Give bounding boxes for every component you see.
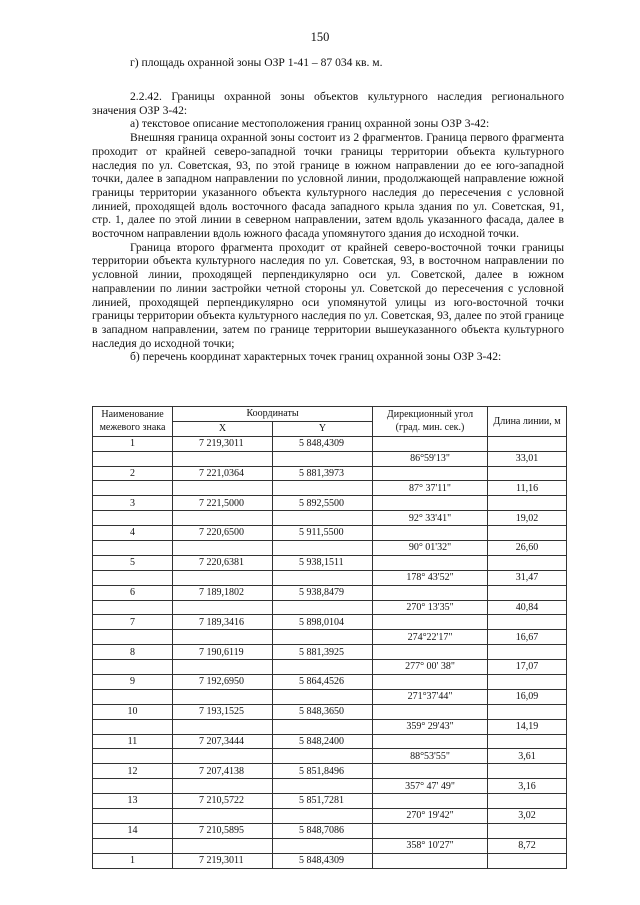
empty-cell — [373, 734, 488, 749]
segment-angle: 358° 10'27" — [373, 838, 488, 853]
point-number: 1 — [93, 853, 173, 868]
point-number: 14 — [93, 823, 173, 838]
empty-cell — [93, 511, 173, 526]
table-row-point — [93, 645, 567, 660]
empty-cell — [488, 615, 567, 630]
empty-cell — [93, 570, 173, 585]
empty-cell — [273, 511, 373, 526]
empty-cell — [173, 630, 273, 645]
section-heading: 2.2.42. Границы охранной зоны объектов культурного наследия регионального значения ОЗР 3-42: — [92, 90, 564, 117]
point-x: 7 210,5722 — [173, 794, 273, 809]
point-y: 5 938,8479 — [273, 585, 373, 600]
empty-cell — [373, 794, 488, 809]
point-y: 5 848,3650 — [273, 704, 373, 719]
empty-cell — [173, 689, 273, 704]
empty-cell — [488, 704, 567, 719]
table-row-point — [93, 436, 567, 451]
table-row-segment — [93, 660, 567, 675]
point-number: 13 — [93, 794, 173, 809]
empty-cell — [273, 541, 373, 556]
empty-cell — [488, 496, 567, 511]
empty-cell — [488, 734, 567, 749]
empty-cell — [373, 823, 488, 838]
item-b-text: б) перечень координат характерных точек границ охранной зоны ОЗР 3-42: — [130, 350, 502, 364]
empty-cell — [273, 809, 373, 824]
table-row-segment — [93, 600, 567, 615]
empty-cell — [93, 689, 173, 704]
table-row-point — [93, 734, 567, 749]
empty-cell — [93, 809, 173, 824]
empty-cell — [488, 794, 567, 809]
point-x: 7 207,3444 — [173, 734, 273, 749]
table-row-point — [93, 585, 567, 600]
table-row-point — [93, 526, 567, 541]
empty-cell — [273, 719, 373, 734]
point-y: 5 898,0104 — [273, 615, 373, 630]
table-row-point — [93, 823, 567, 838]
point-number: 10 — [93, 704, 173, 719]
segment-angle: 357° 47' 49" — [373, 779, 488, 794]
segment-angle: 178° 43'52" — [373, 570, 488, 585]
table-row-point — [93, 704, 567, 719]
empty-cell — [273, 689, 373, 704]
empty-cell — [488, 764, 567, 779]
empty-cell — [488, 555, 567, 570]
table-row-point — [93, 555, 567, 570]
point-y: 5 851,8496 — [273, 764, 373, 779]
empty-cell — [373, 585, 488, 600]
empty-cell — [173, 749, 273, 764]
empty-cell — [173, 600, 273, 615]
table-row-segment — [93, 570, 567, 585]
empty-cell — [373, 764, 488, 779]
point-x: 7 210,5895 — [173, 823, 273, 838]
table-row-segment — [93, 451, 567, 466]
empty-cell — [373, 675, 488, 690]
point-x: 7 189,1802 — [173, 585, 273, 600]
point-y: 5 881,3973 — [273, 466, 373, 481]
coordinates-table — [92, 406, 567, 869]
table-row-point — [93, 496, 567, 511]
segment-length: 33,01 — [488, 451, 567, 466]
point-number: 6 — [93, 585, 173, 600]
segment-angle: 270° 13'35" — [373, 600, 488, 615]
segment-angle: 87° 37'11" — [373, 481, 488, 496]
point-y: 5 938,1511 — [273, 555, 373, 570]
point-y: 5 892,5500 — [273, 496, 373, 511]
item-g-paragraph — [92, 56, 564, 70]
empty-cell — [488, 585, 567, 600]
table-row-point — [93, 615, 567, 630]
empty-cell — [173, 541, 273, 556]
empty-cell — [373, 436, 488, 451]
empty-cell — [173, 511, 273, 526]
segment-length: 16,67 — [488, 630, 567, 645]
segment-length: 3,02 — [488, 809, 567, 824]
empty-cell — [488, 823, 567, 838]
empty-cell — [93, 541, 173, 556]
table-row-point — [93, 764, 567, 779]
empty-cell — [273, 749, 373, 764]
header-coords: Координаты — [173, 407, 373, 422]
point-number: 12 — [93, 764, 173, 779]
segment-angle: 270° 19'42" — [373, 809, 488, 824]
empty-cell — [373, 853, 488, 868]
point-x: 7 219,3011 — [173, 853, 273, 868]
table-row-point — [93, 466, 567, 481]
table-row-segment — [93, 630, 567, 645]
empty-cell — [93, 660, 173, 675]
empty-cell — [173, 660, 273, 675]
paragraph-2: Граница второго фрагмента проходит от крайней северо-восточной точки границы территории объекта культурного наследия по ул. Советская, 93, в восточном направлении по условной линии, проходящей перпендикулярно оси ул. Советской, далее в южном направлении по линии застройки четной стороны ул. Советской до пересечения с условной линией, проходящей перпендикулярно оси упомянутой улицы из юго-восточной точки границы территории объекта культурного наследия по ул. Советская, 93, далее по этой границе в западном направлении, затем по границе территории вышеуказанного объекта культурного наследия до исходной точки; — [92, 240, 564, 350]
table-row-segment — [93, 809, 567, 824]
empty-cell — [93, 481, 173, 496]
point-number: 8 — [93, 645, 173, 660]
header-length: Длина линии, м — [488, 407, 567, 437]
empty-cell — [173, 779, 273, 794]
table-row-segment — [93, 511, 567, 526]
point-x: 7 190,6119 — [173, 645, 273, 660]
empty-cell — [273, 630, 373, 645]
empty-cell — [488, 675, 567, 690]
empty-cell — [488, 526, 567, 541]
empty-cell — [488, 436, 567, 451]
segment-length: 26,60 — [488, 541, 567, 556]
point-x: 7 189,3416 — [173, 615, 273, 630]
segment-angle: 88°53'55" — [373, 749, 488, 764]
empty-cell — [93, 838, 173, 853]
table-row-point — [93, 794, 567, 809]
point-number: 5 — [93, 555, 173, 570]
point-y: 5 848,4309 — [273, 853, 373, 868]
table-body — [93, 436, 567, 868]
segment-length: 8,72 — [488, 838, 567, 853]
empty-cell — [93, 749, 173, 764]
point-x: 7 192,6950 — [173, 675, 273, 690]
point-x: 7 220,6381 — [173, 555, 273, 570]
empty-cell — [173, 719, 273, 734]
empty-cell — [273, 600, 373, 615]
empty-cell — [93, 451, 173, 466]
point-y: 5 848,2400 — [273, 734, 373, 749]
table-row-segment — [93, 838, 567, 853]
segment-angle: 90° 01'32" — [373, 541, 488, 556]
table-row-point — [93, 675, 567, 690]
empty-cell — [273, 451, 373, 466]
empty-cell — [173, 451, 273, 466]
point-x: 7 220,6500 — [173, 526, 273, 541]
segment-angle: 274°22'17" — [373, 630, 488, 645]
point-number: 7 — [93, 615, 173, 630]
empty-cell — [488, 853, 567, 868]
point-y: 5 881,3925 — [273, 645, 373, 660]
point-number: 4 — [93, 526, 173, 541]
segment-angle: 86°59'13" — [373, 451, 488, 466]
segment-length: 17,07 — [488, 660, 567, 675]
paragraph-1: Внешняя граница охранной зоны состоит из 2 фрагментов. Граница первого фрагмента проходит от крайней северо-западной точки границы территории объекта культурного наследия по ул. Советская, 93, по этой границе в южном направлении до ее юго-западной точки, далее в западном направлении по условной линии, продолжающей направление южной границы территории указанного объекта культурного наследия до пересечения с условной линией, проходящей вдоль восточного фасада западного крыла здания по ул. Советская, 91, стр. 1, далее по этой линии в северном направлении, затем вдоль указанного фасада, далее в восточном направлении вдоль южного фасада упомянутого здания до исходной точки. — [92, 131, 564, 241]
empty-cell — [273, 838, 373, 853]
segment-length: 11,16 — [488, 481, 567, 496]
table-row-segment — [93, 719, 567, 734]
point-number: 3 — [93, 496, 173, 511]
point-y: 5 864,4526 — [273, 675, 373, 690]
point-x: 7 193,1525 — [173, 704, 273, 719]
empty-cell — [273, 481, 373, 496]
table-row-segment — [93, 481, 567, 496]
item-a-text: а) текстовое описание местоположения границ охранной зоны ОЗР 3-42: — [130, 117, 490, 131]
point-y: 5 851,7281 — [273, 794, 373, 809]
table-row-point — [93, 853, 567, 868]
segment-length: 31,47 — [488, 570, 567, 585]
page-number: 150 — [310, 30, 330, 44]
point-x: 7 221,0364 — [173, 466, 273, 481]
empty-cell — [488, 466, 567, 481]
empty-cell — [373, 645, 488, 660]
empty-cell — [93, 600, 173, 615]
empty-cell — [173, 481, 273, 496]
section-block — [92, 90, 564, 364]
empty-cell — [173, 809, 273, 824]
segment-angle: 277° 00' 38" — [373, 660, 488, 675]
table-row-segment — [93, 779, 567, 794]
segment-length: 14,19 — [488, 719, 567, 734]
empty-cell — [273, 570, 373, 585]
empty-cell — [173, 838, 273, 853]
point-x: 7 219,3011 — [173, 436, 273, 451]
item-g-text: г) площадь охранной зоны ОЗР 1-41 – 87 034 кв. м. — [130, 56, 383, 69]
empty-cell — [93, 630, 173, 645]
segment-length: 19,02 — [488, 511, 567, 526]
point-y: 5 848,7086 — [273, 823, 373, 838]
empty-cell — [373, 526, 488, 541]
empty-cell — [93, 779, 173, 794]
header-point: Наименование межевого знака — [93, 407, 173, 437]
point-x: 7 207,4138 — [173, 764, 273, 779]
empty-cell — [488, 645, 567, 660]
table-row-segment — [93, 689, 567, 704]
empty-cell — [373, 555, 488, 570]
segment-length: 3,16 — [488, 779, 567, 794]
header-y: Y — [273, 421, 373, 436]
point-number: 1 — [93, 436, 173, 451]
segment-length: 16,09 — [488, 689, 567, 704]
point-x: 7 221,5000 — [173, 496, 273, 511]
segment-length: 40,84 — [488, 600, 567, 615]
segment-angle: 271°37'44" — [373, 689, 488, 704]
point-y: 5 911,5500 — [273, 526, 373, 541]
empty-cell — [373, 466, 488, 481]
segment-angle: 92° 33'41" — [373, 511, 488, 526]
empty-cell — [373, 615, 488, 630]
segment-length: 3,61 — [488, 749, 567, 764]
header-x: X — [173, 421, 273, 436]
empty-cell — [273, 779, 373, 794]
table-row-segment — [93, 749, 567, 764]
point-number: 9 — [93, 675, 173, 690]
empty-cell — [93, 719, 173, 734]
empty-cell — [373, 704, 488, 719]
point-y: 5 848,4309 — [273, 436, 373, 451]
table-row-segment — [93, 541, 567, 556]
segment-angle: 359° 29'43" — [373, 719, 488, 734]
header-angle: Дирекционный угол (град. мин. сек.) — [373, 407, 488, 437]
empty-cell — [173, 570, 273, 585]
point-number: 11 — [93, 734, 173, 749]
empty-cell — [373, 496, 488, 511]
empty-cell — [273, 660, 373, 675]
point-number: 2 — [93, 466, 173, 481]
